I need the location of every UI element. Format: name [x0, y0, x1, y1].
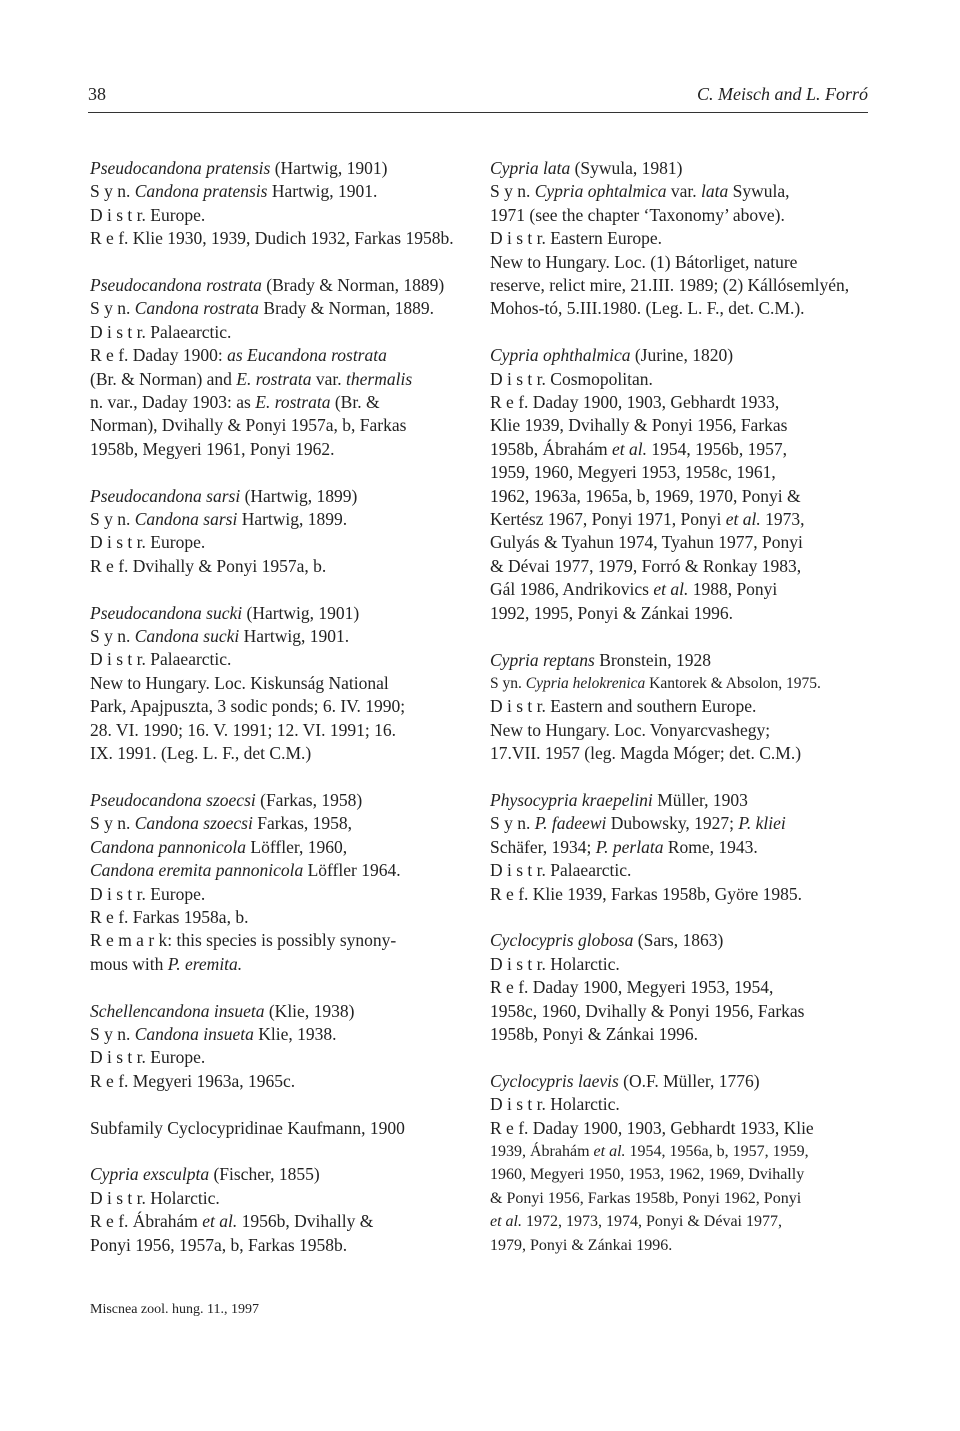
species-author: (Sars, 1863)	[633, 930, 724, 951]
ref-label: R e f.	[90, 228, 129, 249]
species-author: (Hartwig, 1901)	[242, 602, 360, 623]
ref-text: 1954, 1956a, b, 1957, 1959,	[625, 1142, 809, 1160]
syn-author: Hartwig, 1899.	[237, 509, 348, 530]
species-title	[490, 789, 870, 812]
distr-value: Holarctic.	[145, 1187, 220, 1208]
reference-line	[90, 344, 468, 367]
right-column	[490, 157, 870, 1280]
species-author: (Sywula, 1981)	[570, 158, 683, 178]
syn-text: Rome, 1943.	[663, 836, 758, 857]
ref-italic: as Eucandona rostrata	[227, 345, 387, 366]
syn-name: Candona sucki	[130, 626, 240, 647]
synonym-line	[490, 672, 870, 695]
reference-line: 1992, 1995, Ponyi & Zánkai 1996.	[490, 602, 734, 623]
syn-text: var.	[666, 181, 701, 202]
species-name: Physocypria kraepelini	[490, 789, 653, 810]
distr-label: D i s t r.	[490, 953, 546, 974]
reference-line	[490, 976, 870, 999]
distribution-line	[90, 648, 468, 671]
entry-cypria-exsculpta	[90, 1163, 468, 1257]
reference-line	[490, 508, 870, 531]
species-author: (Brady & Norman, 1889)	[261, 275, 445, 296]
new-record-line: Mohos-tó, 5.III.1980. (Leg. L. F., det. C.M.).	[490, 298, 805, 319]
left-column	[90, 157, 468, 1280]
reference-line: & Dévai 1977, 1979, Forró & Ronkay 1983,	[490, 555, 802, 576]
species-title	[90, 1000, 468, 1023]
synonym-line	[490, 180, 870, 203]
syn-label: S y n.	[90, 181, 131, 202]
reference-line	[490, 438, 870, 461]
syn-name: Candona rostrata	[130, 298, 260, 319]
syn-name: Candona eremita pannonicola	[90, 860, 304, 881]
ref-label: R e f.	[490, 883, 529, 904]
species-title	[490, 1070, 870, 1093]
syn-name: Cypria ophtalmica	[530, 181, 667, 202]
ref-label: R e f.	[490, 392, 529, 413]
species-author: Müller, 1903	[652, 789, 748, 810]
syn-text: Dubowsky, 1927;	[606, 813, 739, 834]
synonym-line	[90, 508, 468, 531]
species-name: Pseudocandona sarsi	[90, 485, 241, 506]
reference-line	[490, 1140, 870, 1163]
distr-value: Europe.	[145, 883, 206, 904]
synonym-line	[90, 625, 468, 648]
synonym-line	[90, 836, 468, 859]
entry-cyclocypris-globosa	[490, 929, 870, 1046]
synonym-line	[490, 812, 870, 835]
syn-text: Schäfer, 1934;	[490, 836, 596, 857]
species-author: (O.F. Müller, 1776)	[618, 1070, 760, 1091]
reference-line	[90, 391, 468, 414]
distr-value: Europe.	[145, 532, 206, 553]
new-record-line: Park, Apajpuszta, 3 sodic ponds; 6. IV. 1990;	[90, 696, 406, 717]
distr-label: D i s t r.	[490, 1094, 546, 1115]
species-title	[90, 789, 468, 812]
distr-label: D i s t r.	[490, 696, 546, 717]
new-record-line: IX. 1991. (Leg. L. F., det C.M.)	[90, 743, 312, 764]
ref-text: 1972, 1973, 1974, Ponyi & Dévai 1977,	[522, 1213, 782, 1231]
new-record-line: reserve, relict mire, 21.III. 1989; (2) Kállósemlyén,	[490, 275, 850, 296]
entry-cyclocypris-laevis	[490, 1070, 870, 1257]
distr-value: Eastern and southern Europe.	[545, 696, 757, 717]
ref-value: Klie 1930, 1939, Dudich 1932, Farkas 1958b.	[128, 228, 454, 249]
reference-line: 1958b, Ponyi & Zánkai 1996.	[490, 1023, 699, 1044]
distr-label: D i s t r.	[490, 860, 546, 881]
reference-line	[490, 883, 870, 906]
reference-line	[90, 227, 468, 250]
reference-line	[90, 555, 468, 578]
reference-line: Klie 1939, Dvihally & Ponyi 1956, Farkas	[490, 415, 788, 436]
synonym-line	[490, 836, 870, 859]
distribution-line	[90, 321, 468, 344]
species-title	[90, 602, 468, 625]
species-title	[490, 649, 870, 672]
distr-value: Europe.	[145, 1047, 206, 1068]
reference-line	[490, 1210, 870, 1233]
distr-label: D i s t r.	[490, 368, 546, 389]
reference-line: Ponyi 1956, 1957a, b, Farkas 1958b.	[90, 1234, 348, 1255]
remark-label: R e m a r k:	[90, 930, 173, 951]
new-record-line: 28. VI. 1990; 16. V. 1991; 12. VI. 1991; 16.	[90, 719, 396, 740]
species-title	[90, 157, 468, 180]
syn-label: S y n.	[490, 181, 531, 202]
entry-pseudocandona-pratensis	[90, 157, 468, 251]
ref-text: Ábrahám	[128, 1211, 203, 1232]
subfamily-heading	[90, 1117, 468, 1140]
species-name: Cypria reptans	[490, 649, 595, 670]
syn-name: lata	[700, 181, 729, 202]
syn-name: P. perlata	[595, 836, 664, 857]
ref-text: Daday 1900, 1903, Gebhardt 1933, Klie	[528, 1117, 814, 1138]
ref-text: Daday 1900, 1903, Gebhardt 1933,	[528, 392, 780, 413]
ref-italic: et al.	[490, 1213, 522, 1231]
distr-value: Cosmopolitan.	[545, 368, 653, 389]
species-name: Pseudocandona sucki	[90, 602, 243, 623]
species-author: (Fischer, 1855)	[209, 1164, 320, 1185]
syn-label: S y n.	[90, 626, 131, 647]
ref-label: R e f.	[90, 1070, 129, 1091]
syn-author: Hartwig, 1901.	[267, 181, 378, 202]
entry-pseudocandona-rostrata	[90, 274, 468, 461]
syn-label: S y n.	[490, 813, 531, 834]
synonym-line	[90, 812, 468, 835]
reference-line: 1958c, 1960, Dvihally & Ponyi 1956, Farkas	[490, 1000, 805, 1021]
ref-value: Dvihally & Ponyi 1957a, b.	[128, 555, 327, 576]
distr-label: D i s t r.	[90, 883, 146, 904]
syn-author: Klie, 1938.	[253, 1023, 337, 1044]
reference-line: 1960, Megyeri 1950, 1953, 1962, 1969, Dvihally	[490, 1166, 805, 1184]
species-title	[490, 157, 870, 180]
distribution-line	[90, 883, 468, 906]
reference-line: & Ponyi 1956, Farkas 1958b, Ponyi 1962, Ponyi	[490, 1189, 802, 1207]
reference-line	[90, 1210, 468, 1233]
ref-text: 1939, Ábrahám	[490, 1142, 594, 1160]
entry-pseudocandona-szoecsi	[90, 789, 468, 976]
entry-pseudocandona-sarsi	[90, 485, 468, 579]
page-header	[88, 84, 868, 113]
syn-label: S y n.	[90, 298, 131, 319]
ref-value: Klie 1939, Farkas 1958b, Györe 1985.	[528, 883, 803, 904]
page-number: 38	[88, 84, 106, 104]
ref-text: (Br. &	[330, 392, 380, 413]
reference-line	[490, 578, 870, 601]
entry-physocypria-kraepelini	[490, 789, 870, 906]
reference-line: Norman), Dvihally & Ponyi 1957a, b, Farkas	[90, 415, 407, 436]
species-author: (Hartwig, 1901)	[270, 158, 388, 178]
syn-name: P. fadeewi	[530, 813, 607, 834]
synonym-line	[90, 297, 468, 320]
reference-line: Gulyás & Tyahun 1974, Tyahun 1977, Ponyi	[490, 532, 803, 553]
reference-line: 1962, 1963a, 1965a, b, 1969, 1970, Ponyi &	[490, 485, 801, 506]
entry-pseudocandona-sucki	[90, 602, 468, 766]
syn-name: Cypria helokrenica	[521, 674, 646, 692]
syn-name: Candona pannonicola	[90, 836, 247, 857]
species-author: (Hartwig, 1899)	[240, 485, 358, 506]
syn-author: Sywula,	[728, 181, 790, 202]
syn-author: Hartwig, 1901.	[239, 626, 350, 647]
distr-value: Palaearctic.	[545, 860, 632, 881]
ref-value: Megyeri 1963a, 1965c.	[128, 1070, 296, 1091]
species-title	[90, 274, 468, 297]
ref-text: n. var., Daday 1903: as	[90, 392, 256, 413]
entry-schellencandona-insueta	[90, 1000, 468, 1094]
species-name: Cypria ophthalmica	[490, 345, 631, 366]
ref-italic: et al.	[725, 509, 761, 530]
distribution-line	[90, 1046, 468, 1069]
distribution-line	[490, 1093, 870, 1116]
new-record-line: New to Hungary. Loc. (1) Bátorliget, nature	[490, 251, 798, 272]
species-author: (Klie, 1938)	[264, 1000, 355, 1021]
species-name: Cypria exsculpta	[90, 1164, 210, 1185]
reference-line: 1979, Ponyi & Zánkai 1996.	[490, 1236, 673, 1254]
species-title	[490, 929, 870, 952]
syn-author: Brady & Norman, 1889.	[259, 298, 435, 319]
reference-line	[90, 906, 468, 929]
distr-label: D i s t r.	[90, 204, 146, 225]
synonym-line	[90, 859, 468, 882]
distr-value: Holarctic.	[545, 953, 620, 974]
new-record-line: 17.VII. 1957 (leg. Magda Móger; det. C.M.)	[490, 743, 802, 764]
species-name: Cyclocypris globosa	[490, 930, 634, 951]
distribution-line	[490, 953, 870, 976]
entry-cypria-ophthalmica	[490, 344, 870, 625]
ref-italic: et al.	[202, 1211, 238, 1232]
ref-label: R e f.	[90, 555, 129, 576]
ref-italic: E. rostrata	[255, 392, 331, 413]
ref-value: Farkas 1958a, b.	[128, 906, 249, 927]
syn-label: S y n.	[90, 813, 131, 834]
distr-label: D i s t r.	[90, 532, 146, 553]
species-name: Schellencandona insueta	[90, 1000, 265, 1021]
syn-name: P. kliei	[738, 813, 786, 834]
synonym-line	[90, 180, 468, 203]
species-name: Cyclocypris laevis	[490, 1070, 619, 1091]
ref-text: 1954, 1956b, 1957,	[647, 438, 787, 459]
reference-line	[490, 1117, 870, 1140]
species-title	[90, 485, 468, 508]
ref-italic: et al.	[653, 579, 689, 600]
species-name: Pseudocandona pratensis	[90, 158, 271, 178]
ref-text: Gál 1986, Andrikovics	[490, 579, 654, 600]
synonym-line	[90, 1023, 468, 1046]
syn-author: Kantorek & Absolon, 1975.	[645, 674, 821, 692]
distribution-line	[90, 531, 468, 554]
ref-italic: et al.	[593, 1142, 626, 1160]
running-head: C. Meisch and L. Forró	[697, 84, 868, 104]
syn-name: Candona pratensis	[130, 181, 268, 202]
remark-text: mous with	[90, 953, 168, 974]
species-author: (Farkas, 1958)	[255, 789, 363, 810]
distribution-line	[490, 368, 870, 391]
distr-label: D i s t r.	[90, 321, 146, 342]
distr-value: Europe.	[145, 204, 206, 225]
remark-line	[90, 953, 468, 976]
distr-value: Palaearctic.	[145, 649, 232, 670]
reference-line	[90, 1070, 468, 1093]
distribution-line	[490, 227, 870, 250]
reference-line: 1959, 1960, Megyeri 1953, 1958c, 1961,	[490, 462, 776, 483]
species-author: (Jurine, 1820)	[630, 345, 734, 366]
syn-label: S y n.	[90, 1023, 131, 1044]
distr-label: D i s t r.	[90, 649, 146, 670]
ref-text: 1988, Ponyi	[688, 579, 778, 600]
ref-text: 1958b, Ábrahám	[490, 438, 612, 459]
distr-label: D i s t r.	[490, 228, 546, 249]
species-title	[490, 344, 870, 367]
ref-text: Kertész 1967, Ponyi 1971, Ponyi	[490, 509, 726, 530]
distribution-line	[490, 859, 870, 882]
syn-label: S y n.	[90, 509, 131, 530]
reference-line	[90, 368, 468, 391]
syn-author: Löffler, 1960,	[246, 836, 348, 857]
distr-value: Palaearctic.	[145, 321, 232, 342]
ref-text: Daday 1900:	[128, 345, 228, 366]
new-record-line: New to Hungary. Loc. Vonyarcvashegy;	[490, 719, 771, 740]
ref-label: R e f.	[90, 906, 129, 927]
reference-line: 1958b, Megyeri 1961, Ponyi 1962.	[90, 438, 335, 459]
synonym-line: 1971 (see the chapter ‘Taxonomy’ above).	[490, 204, 785, 225]
ref-text: Daday 1900, Megyeri 1953, 1954,	[528, 977, 774, 998]
entry-cypria-lata	[490, 157, 870, 321]
distribution-line	[90, 204, 468, 227]
subfamily-title: Subfamily Cyclocypridinae Kaufmann, 1900	[90, 1117, 405, 1138]
ref-italic: thermalis	[346, 368, 413, 389]
ref-italic: et al.	[612, 438, 647, 459]
distr-label: D i s t r.	[90, 1047, 146, 1068]
ref-text: (Br. & Norman) and	[90, 368, 237, 389]
syn-label: S yn.	[490, 674, 522, 692]
reference-line	[490, 391, 870, 414]
species-name: Pseudocandona rostrata	[90, 275, 262, 296]
page-footer: Miscnea zool. hung. 11., 1997	[90, 1302, 260, 1317]
distr-value: Eastern Europe.	[545, 228, 663, 249]
species-name: Cypria lata	[490, 158, 571, 178]
syn-name: Candona szoecsi	[130, 813, 253, 834]
distribution-line	[90, 1187, 468, 1210]
remark-italic: P. eremita.	[167, 953, 243, 974]
ref-text: 1973,	[760, 509, 805, 530]
remark-line	[90, 929, 468, 952]
entry-cypria-reptans	[490, 649, 870, 766]
syn-name: Candona sarsi	[130, 509, 238, 530]
ref-label: R e f.	[490, 977, 529, 998]
ref-label: R e f.	[490, 1117, 529, 1138]
distribution-line	[490, 695, 870, 718]
syn-author: Farkas, 1958,	[252, 813, 353, 834]
ref-italic: E. rostrata	[236, 368, 312, 389]
species-title	[90, 1163, 468, 1186]
remark-text: this species is possibly synony-	[172, 930, 397, 951]
syn-author: Löffler 1964.	[303, 860, 401, 881]
new-record-line: New to Hungary. Loc. Kiskunság National	[90, 672, 389, 693]
species-name: Pseudocandona szoecsi	[90, 789, 256, 810]
ref-text: var.	[311, 368, 347, 389]
ref-label: R e f.	[90, 345, 129, 366]
distr-value: Holarctic.	[545, 1094, 620, 1115]
syn-name: Candona insueta	[130, 1023, 254, 1044]
distr-label: D i s t r.	[90, 1187, 146, 1208]
ref-label: R e f.	[90, 1211, 129, 1232]
ref-text: 1956b, Dvihally &	[237, 1211, 374, 1232]
species-author: Bronstein, 1928	[594, 649, 712, 670]
